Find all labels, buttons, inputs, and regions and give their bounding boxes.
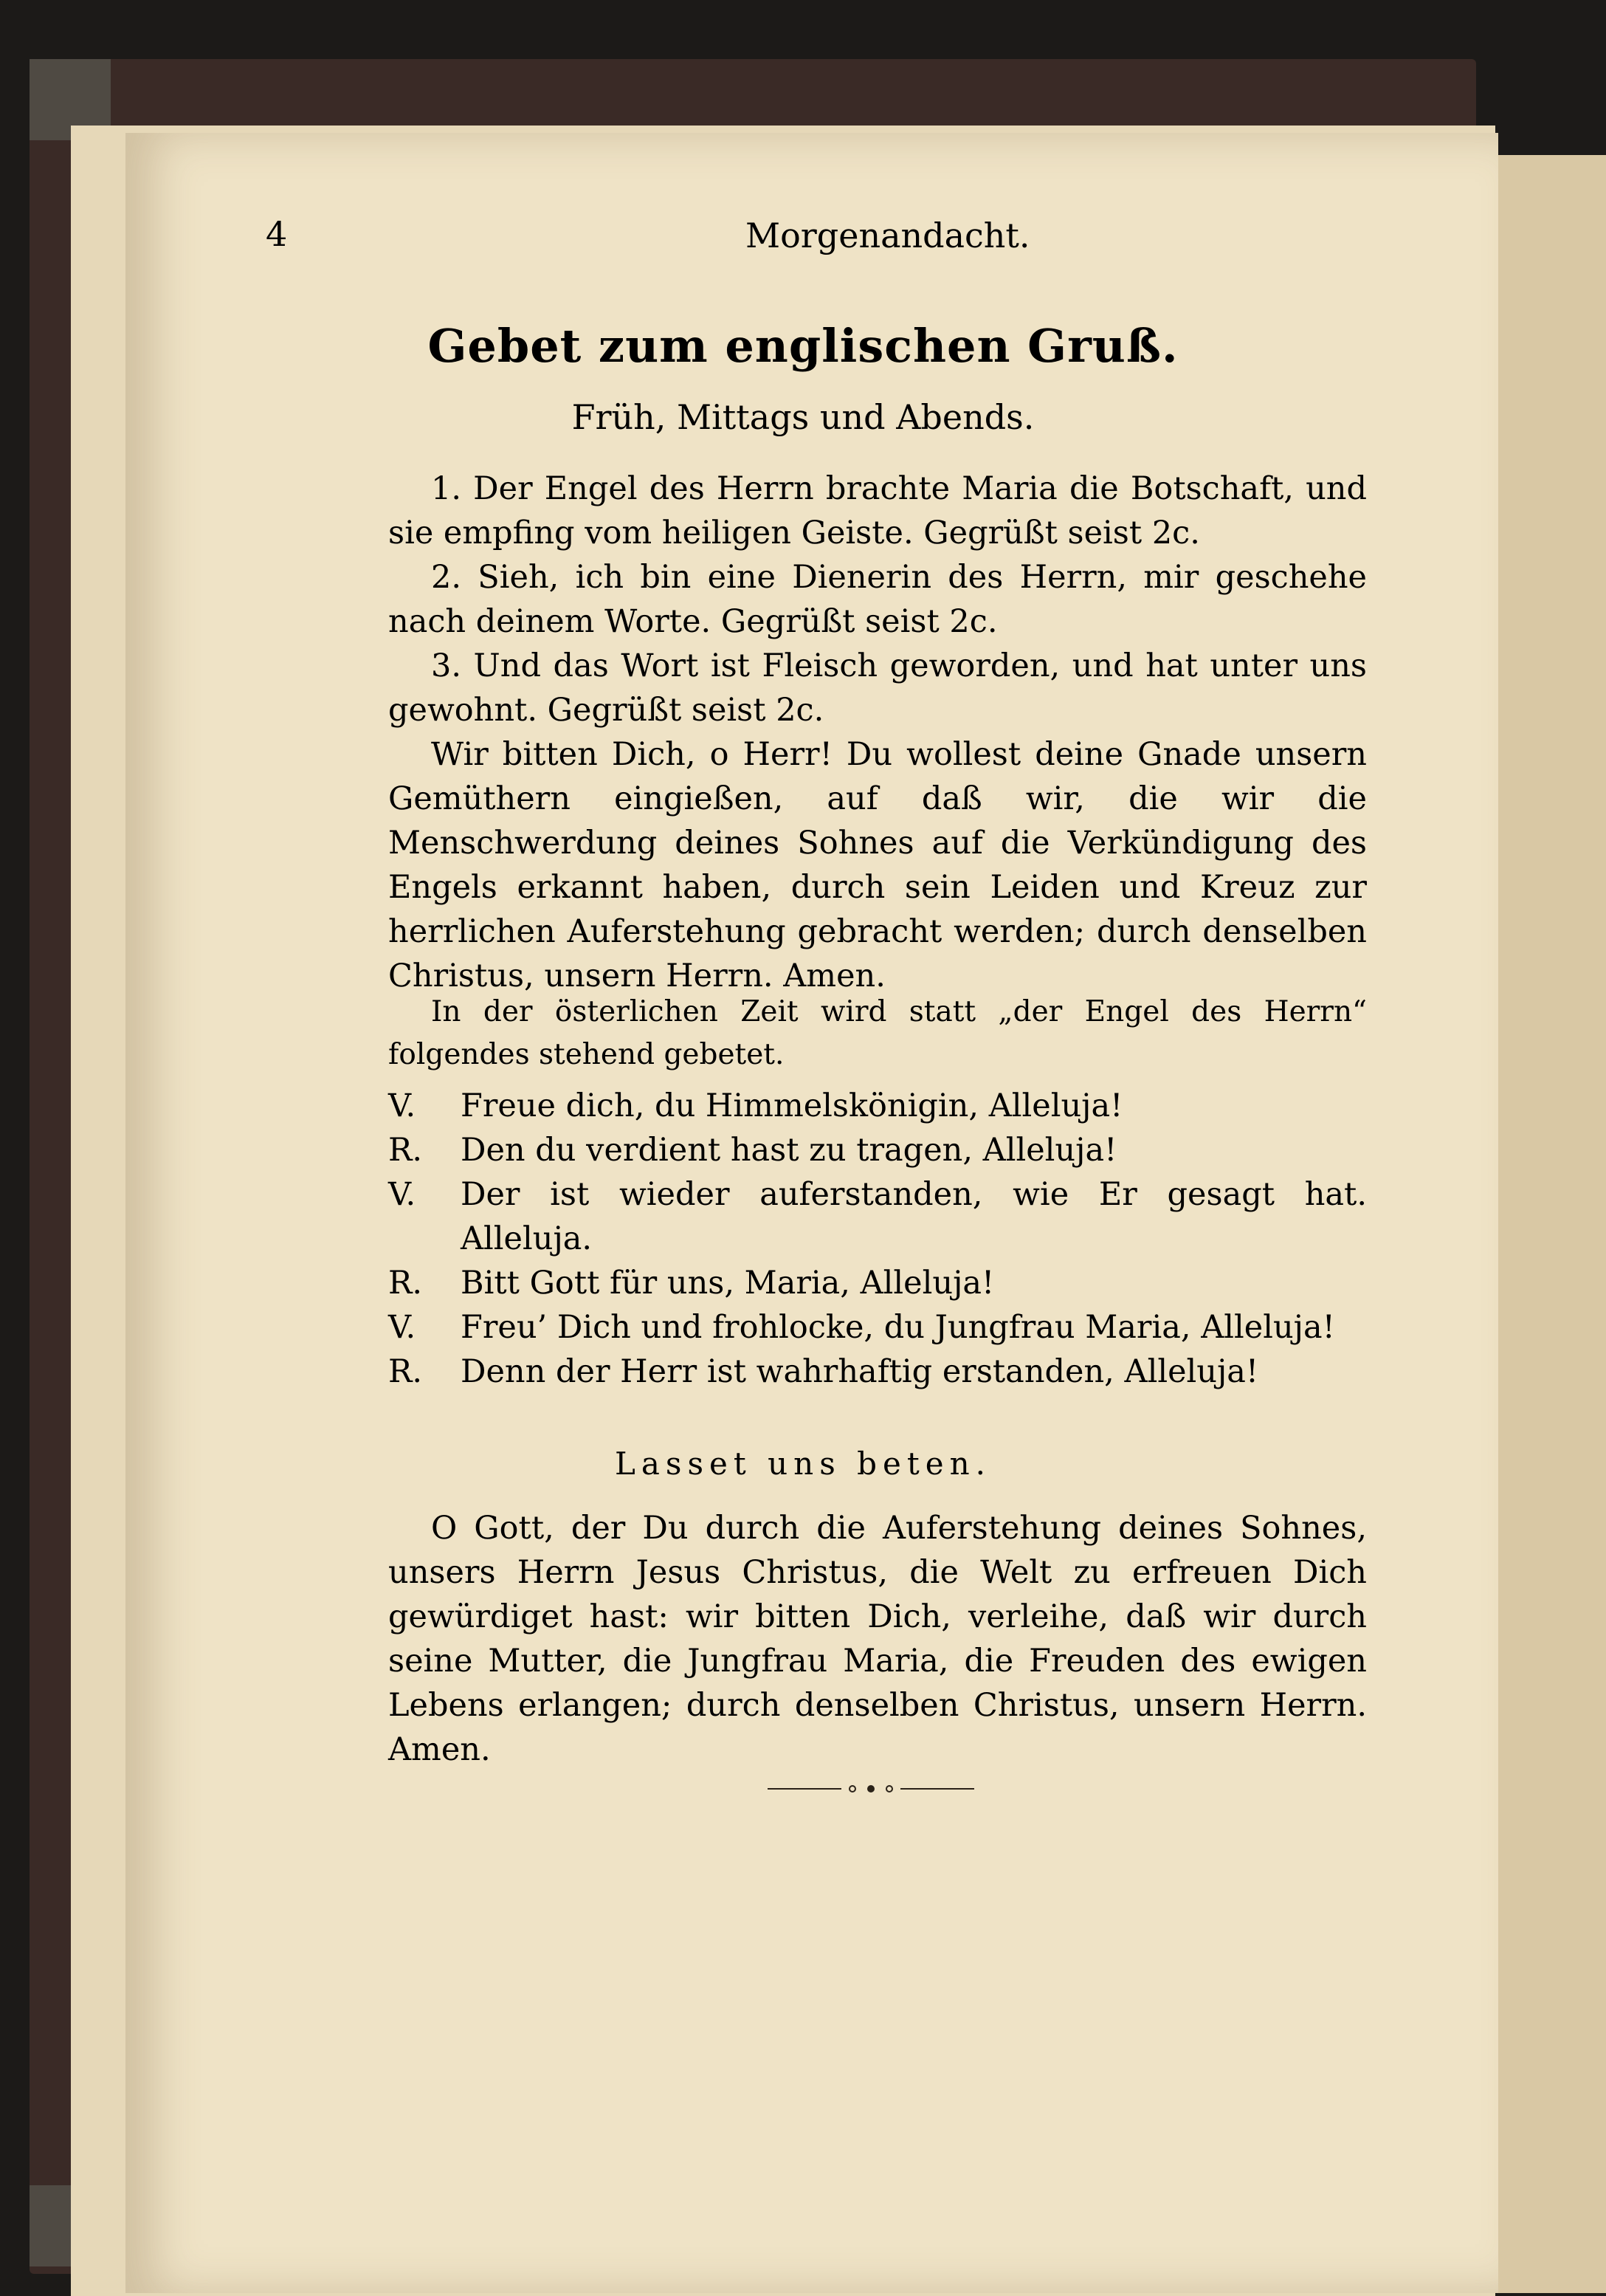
collect: Wir bitten Dich, o Herr! Du wollest deine Gnade unsern Gemüthern eingießen, auf daß wir, die wir die Menschwerdung deines Sohnes auf die Verkündigung des Engels erkannt haben, durch sein Leiden und Kreuz zur herrlichen Auferstehung gebracht werden; durch denselben Christus, unsern Herrn. Amen. (388, 736, 1367, 994)
response-text: Den du verdient hast zu tragen, Alleluja! (461, 1132, 1117, 1169)
closing-prayer-text: O Gott, der Du durch die Auferstehung deines Sohnes, unsers Herrn Jesus Christus, die Welt zu erfreuen Dich gewürdiget hast: wir bitten Dich, verleihe, daß wir durch seine Mutter, die Jungfrau Maria, die Freuden des ewigen Lebens erlangen; durch denselben Christus, unsern Herrn. Amen. (388, 1510, 1367, 1768)
prayer-verses (388, 467, 1367, 998)
versicle-mark: V. (388, 1087, 416, 1124)
versicles (388, 1084, 1367, 1394)
closing-prayer (388, 1506, 1367, 1772)
versicle-mark: V. (388, 1176, 416, 1213)
versicle-text: Der ist wieder auferstanden, wie Er gesagt hat. Alleluja. (461, 1176, 1367, 1257)
response-mark: R. (388, 1265, 423, 1302)
verse-3: 3. Und das Wort ist Fleisch geworden, und hat unter uns gewohnt. Gegrüßt seist 2c. (388, 647, 1367, 729)
verse-1: 1. Der Engel des Herrn brachte Maria die Botschaft, und sie empfing vom heiligen Geiste. Gegrüßt seist 2c. (388, 470, 1367, 551)
response-2 (388, 1261, 1367, 1305)
let-us-pray-heading: Lasset uns beten. (614, 1446, 991, 1482)
versicle-text: Freue dich, du Himmelskönigin, Alleluja! (461, 1087, 1123, 1124)
response-mark: R. (388, 1353, 423, 1390)
easter-note-text: In der österlichen Zeit wird statt „der Engel des Herrn“ folgendes stehend gebetet. (388, 995, 1367, 1071)
response-text: Denn der Herr ist wahrhaftig erstanden, Alleluja! (461, 1353, 1259, 1390)
easter-note (388, 991, 1367, 1076)
ornamental-divider (768, 1785, 974, 1793)
facing-page-edge (1483, 155, 1606, 2293)
verse-2: 2. Sieh, ich bin eine Dienerin des Herrn, mir geschehe nach deinem Worte. Gegrüßt seist 2c. (388, 559, 1367, 640)
response-1 (388, 1128, 1367, 1172)
prayer-title: Gebet zum englischen Gruß. (427, 319, 1179, 373)
response-mark: R. (388, 1132, 423, 1169)
versicle-1 (388, 1084, 1367, 1128)
versicle-text: Freu’ Dich und frohlocke, du Jungfrau Maria, Alleluja! (461, 1309, 1335, 1346)
versicle-3 (388, 1305, 1367, 1350)
running-head: Morgenandacht. (745, 216, 1030, 255)
response-3 (388, 1350, 1367, 1394)
versicle-mark: V. (388, 1309, 416, 1346)
prayer-subtitle: Früh, Mittags und Abends. (571, 397, 1035, 437)
versicle-2 (388, 1172, 1367, 1261)
page-number: 4 (266, 214, 288, 254)
response-text: Bitt Gott für uns, Maria, Alleluja! (461, 1265, 995, 1302)
